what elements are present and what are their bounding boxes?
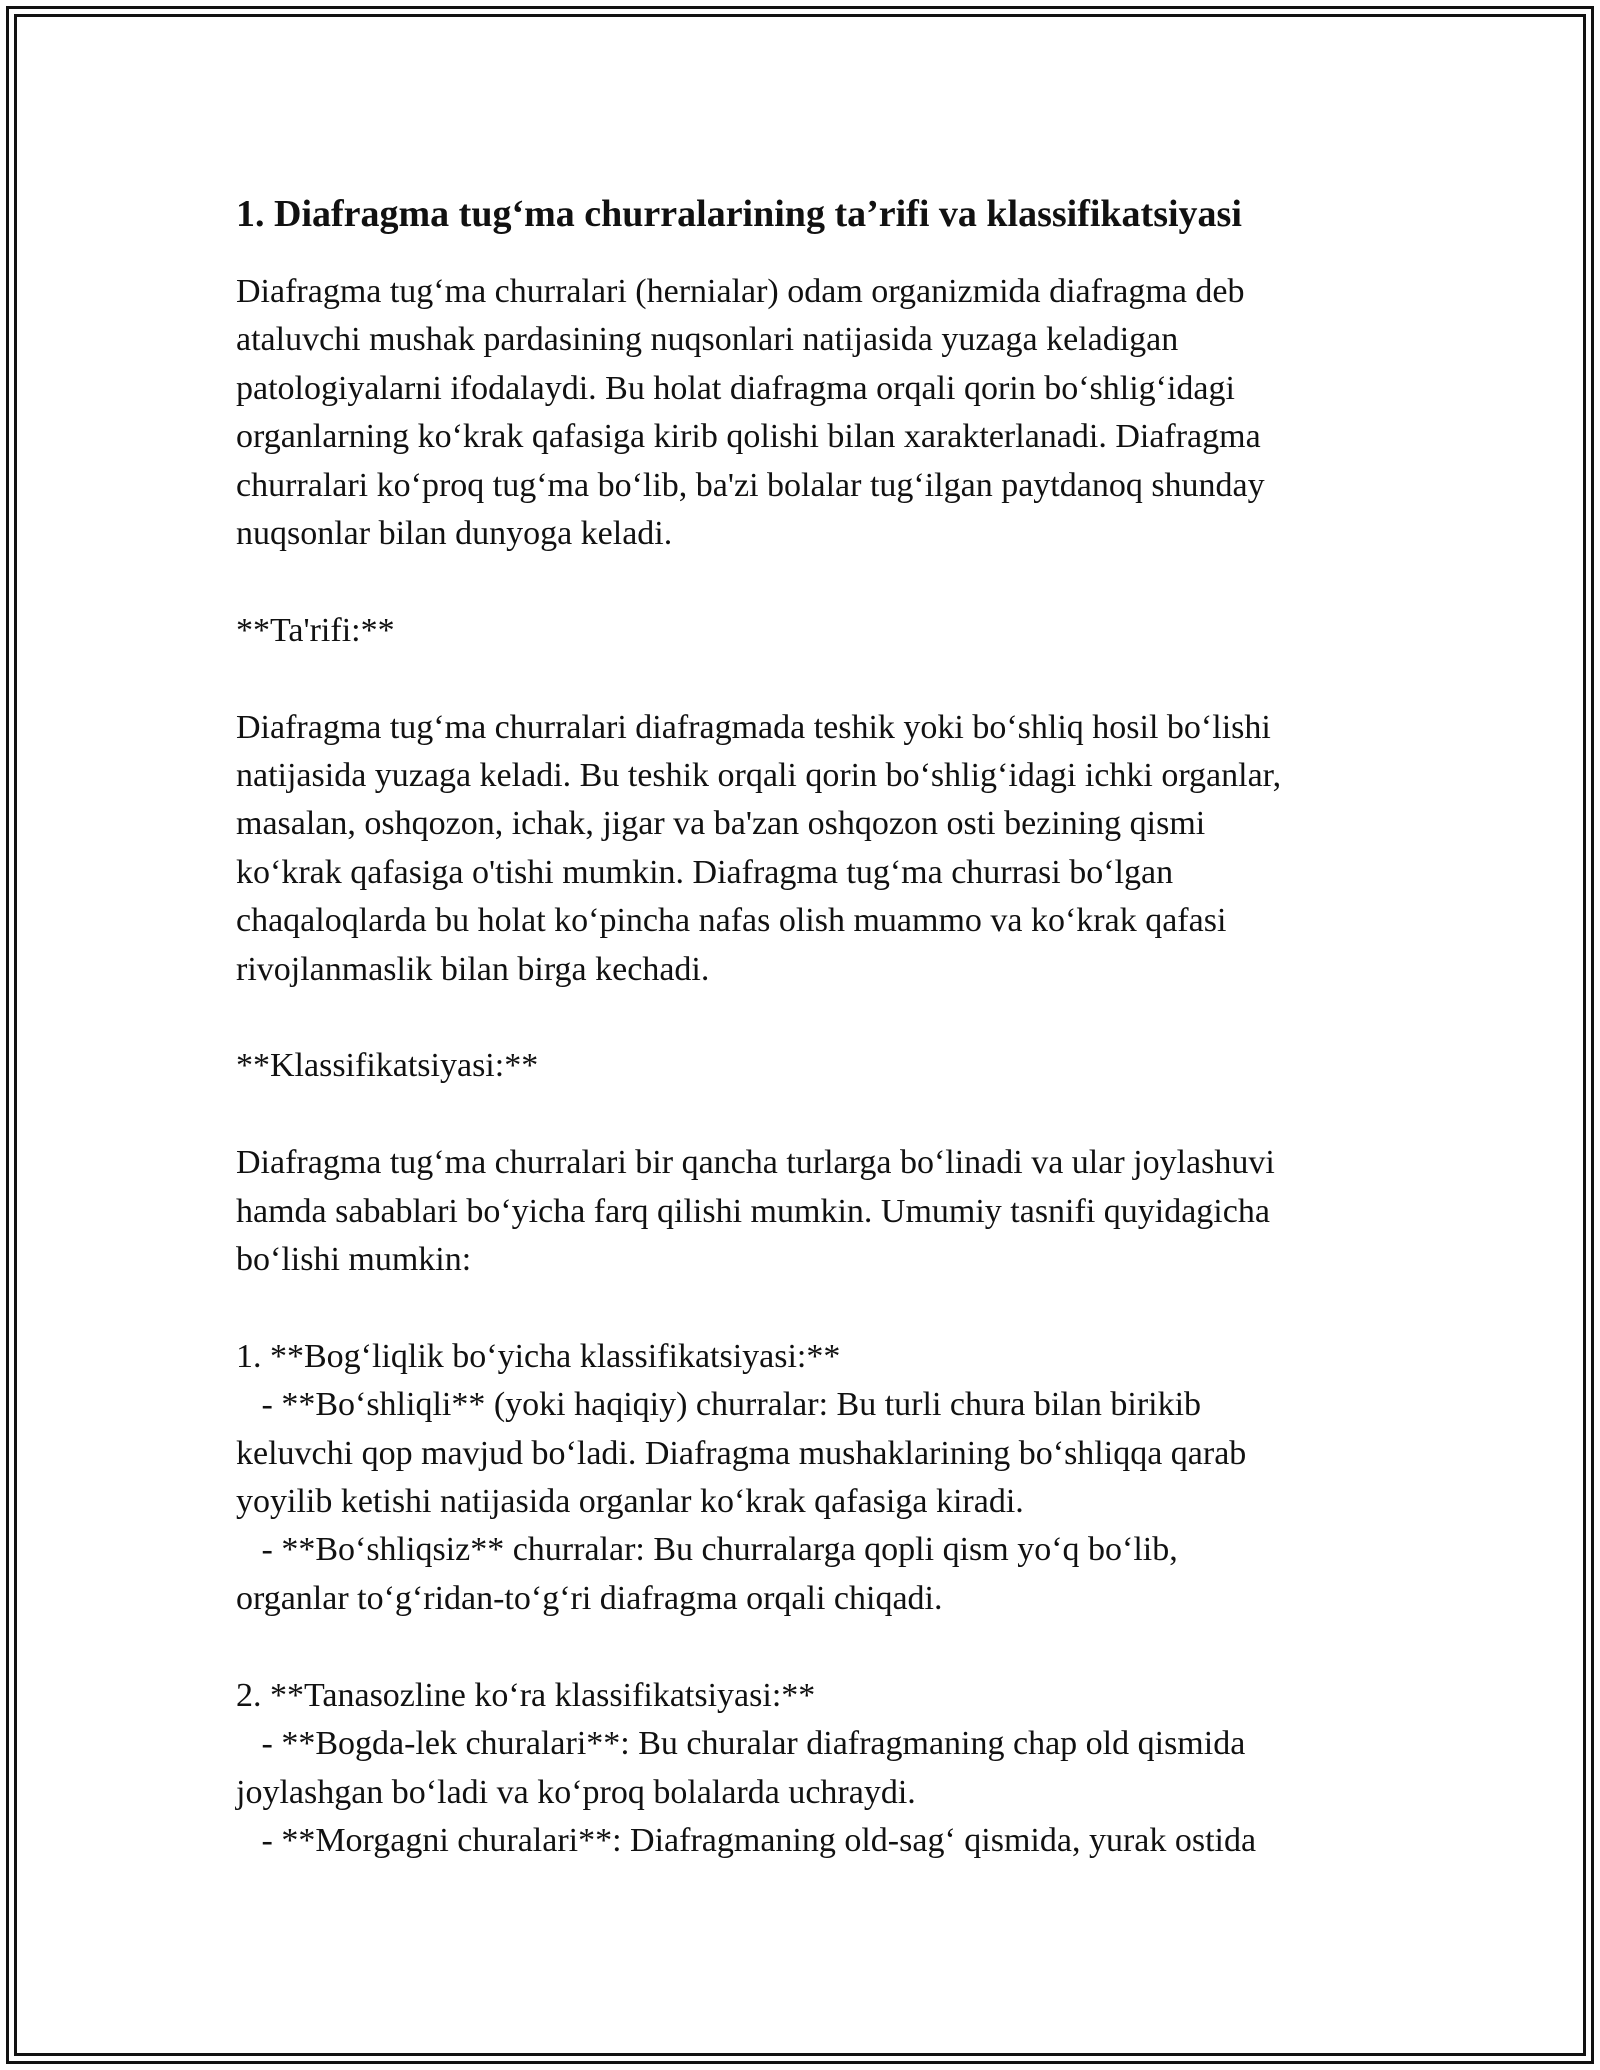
- heading-tarifi: [236, 607, 1416, 655]
- paragraph-gap: [236, 558, 1416, 606]
- list-item-heading: 2. **Tanasozline ko‘ra klassifikatsiyasi:**: [236, 1676, 816, 1714]
- text-line: ko‘krak qafasiga o'tishi mumkin. Diafragma tug‘ma churrasi bo‘lgan: [236, 853, 1174, 891]
- text-line: organlar to‘g‘ridan-to‘g‘ri diafragma orqali chiqadi.: [236, 1579, 943, 1617]
- paragraph-gap: [236, 1623, 1416, 1671]
- text-line: **Ta'rifi:**: [236, 611, 395, 649]
- heading-klassifikatsiyasi: [236, 1042, 1416, 1090]
- list-section-2: [236, 1672, 1416, 1866]
- paragraph-gap: [236, 655, 1416, 703]
- document-title: 1. Diafragma tug‘ma churralarining ta’rifi va klassifikatsiyasi: [236, 193, 1242, 235]
- list-section-1: [236, 1333, 1416, 1623]
- text-line: keluvchi qop mavjud bo‘ladi. Diafragma mushaklarining bo‘shliqqa qarab: [236, 1434, 1247, 1472]
- text-line: Diafragma tug‘ma churralari bir qancha turlarga bo‘linadi va ular joylashuvi: [236, 1144, 1275, 1182]
- text-line: ataluvchi mushak pardasining nuqsonlari natijasida yuzaga keladigan: [236, 321, 1179, 359]
- text-line: chaqaloqlarda bu holat ko‘pincha nafas olish muammo va ko‘krak qafasi: [236, 902, 1227, 940]
- paragraph-klassifikatsiyasi: [236, 1139, 1416, 1284]
- list-item: - **Bogda-lek churalari**: Bu churalar diafragmaning chap old qismida: [236, 1725, 1246, 1763]
- text-line: hamda sabablari bo‘yicha farq qilishi mumkin. Umumiy tasnifi quyidagicha: [236, 1192, 1270, 1230]
- text-line: **Klassifikatsiyasi:**: [236, 1047, 539, 1085]
- paragraph-gap: [236, 994, 1416, 1042]
- text-line: Diafragma tug‘ma churralari (hernialar) odam organizmida diafragma deb: [236, 273, 1245, 310]
- text-line: bo‘lishi mumkin:: [236, 1241, 472, 1279]
- text-line: organlarning ko‘krak qafasiga kirib qolishi bilan xarakterlanadi. Diafragma: [236, 418, 1261, 456]
- text-line: natijasida yuzaga keladi. Bu teshik orqali qorin bo‘shlig‘idagi ichki organlar,: [236, 757, 1282, 795]
- list-item: - **Bo‘shliqli** (yoki haqiqiy) churralar: Bu turli chura bilan birikib: [236, 1386, 1202, 1424]
- text-line: masalan, oshqozon, ichak, jigar va ba'zan oshqozon osti bezining qismi: [236, 805, 1206, 843]
- text-line: patologiyalarni ifodalaydi. Bu holat diafragma orqali qorin bo‘shlig‘idagi: [236, 369, 1235, 407]
- text-line: nuqsonlar bilan dunyoga keladi.: [236, 515, 673, 553]
- document-body: [236, 188, 1416, 1865]
- text-line: rivojlanmaslik bilan birga kechadi.: [236, 950, 710, 988]
- text-line: yoyilib ketishi natijasida organlar ko‘krak qafasiga kiradi.: [236, 1483, 1024, 1521]
- paragraph-tarifi: [236, 704, 1416, 994]
- paragraph-gap: [236, 1284, 1416, 1332]
- paragraph-gap: [236, 1091, 1416, 1139]
- list-item-heading: 1. **Bog‘liqlik bo‘yicha klassifikatsiyasi:**: [236, 1337, 841, 1375]
- text-line: Diafragma tug‘ma churralari diafragmada teshik yoki bo‘shliq hosil bo‘lishi: [236, 708, 1271, 746]
- text-line: churralari ko‘proq tug‘ma bo‘lib, ba'zi bolalar tug‘ilgan paytdanoq shunday: [236, 466, 1265, 504]
- list-item: - **Bo‘shliqsiz** churralar: Bu churralarga qopli qism yo‘q bo‘lib,: [236, 1531, 1178, 1569]
- paragraph-intro: [236, 268, 1416, 558]
- list-item: - **Morgagni churalari**: Diafragmaning old-sag‘ qismida, yurak ostida: [236, 1821, 1257, 1859]
- text-line: joylashgan bo‘ladi va ko‘proq bolalarda uchraydi.: [236, 1773, 916, 1811]
